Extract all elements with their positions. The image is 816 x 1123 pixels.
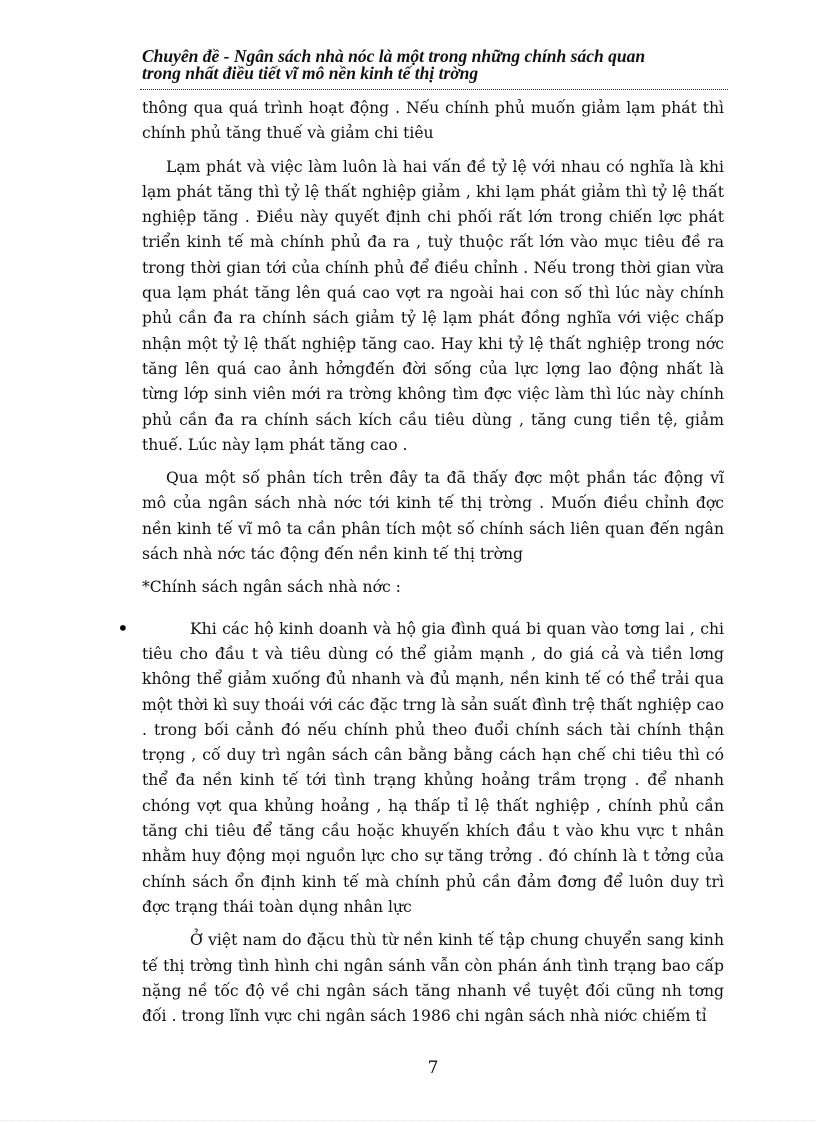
header-divider bbox=[140, 89, 728, 90]
paragraph-analysis-summary: Qua một số phân tích trên đây ta đã thấy đợc một phần tác động vĩ mô của ngân sách nhà nớc tới kinh tế thị trờng . Muốn điều chỉnh đợc nền kinh tế vĩ mô ta cần phân tích một số chính sách liên quan đến ngân sách nhà nớc tác động đến nền kinh tế thị trờng bbox=[142, 469, 724, 564]
bullet-icon: • bbox=[117, 616, 129, 640]
page-number: 7 bbox=[427, 1058, 439, 1078]
paragraph-vietnam-budget: Ở việt nam do đặcu thù từ nền kinh tế tập chung chuyển sang kinh tế thị trờng tình hình chi ngân sánh vẫn còn phán ánh tình trạng bao cấp nặng nề tốc độ về chi ngân sách tăng nhanh về tuyệt đối cũng nh tơng đối . trong lĩnh vực chi ngân sách 1986 chi ngân sách nhà niớc chiếm tỉ bbox=[142, 931, 724, 1026]
paragraph-inflation-employment: Lạm phát và việc làm luôn là hai vấn đề tỷ lệ với nhau có nghĩa là khi lạm phát tăng thì tỷ lệ thất nghiệp giảm , khi lạm phát giảm thì tỷ lệ thất nghiệp tăng . Điều này quyết định chi phối rất lớn trong chiến lợc phát triển kinh tế mà chính phủ đa ra , tuỳ thuộc rất lớn vào mục tiêu đề ra trong thời gian tới của chính phủ để điều chỉnh . Nếu trong thời gian vừa qua lạm phát tăng lên quá cao vợt ra ngoài hai con số thì lúc này chính phủ cần đa ra chính sách giảm tỷ lệ lạm phát đồng nghĩa với việc chấp nhận một tỷ lệ thất nghiệp tăng cao. Hay khi tỷ lệ thất nghiệp trong nớc tăng lên quá cao ảnh hởngđến đời sống của lực lợng lao động nhất là từng lớp sinh viên mới ra trờng không tìm đợc việc làm thì lúc này chính phủ cần đa ra chính sách kích cầu tiêu dùng , tăng cung tiền tệ, giảm thuế. Lúc này lạm phát tăng cao . bbox=[142, 157, 724, 454]
running-header bbox=[142, 48, 728, 82]
header-line-1: Chuyên đề - Ngân sách nhà nóc là một trong những chính sách quan bbox=[142, 46, 646, 66]
document-body bbox=[142, 96, 724, 1037]
section-heading-budget-policy: *Chính sách ngân sách nhà nớc : bbox=[142, 578, 401, 597]
paragraph-continuation: thông qua quá trình hoạt động . Nếu chính phủ muốn giảm lạm phát thì chính phủ tăng thuế và giảm chi tiêu bbox=[142, 99, 724, 143]
footer-divider bbox=[0, 1120, 816, 1121]
header-line-2: trong nhất điều tiết vĩ mô nền kinh tế thị trờng bbox=[142, 63, 479, 83]
paragraph-bullet-stabilization: Khi các hộ kinh doanh và hộ gia đình quá bi quan vào tơng lai , chi tiêu cho đầu t và tiêu dùng có thể giảm mạnh , do giá cả và tiền lơng không thể giảm xuống đủ nhanh và đủ mạnh, nền kinh tế có thể trải qua một thời kì suy thoái với các đặc trng là sản suất đình trệ thất nghiệp cao . trong bối cảnh đó nếu chính phủ theo đuổi chính sách tài chính thận trọng , cố duy trì ngân sách cân bằng bằng cách hạn chế chi tiêu thì có thể đa nền kinh tế tới tình trạng khủng hoảng trầm trọng . để nhanh chóng vợt qua khủng hoảng , hạ thấp tỉ lệ thất nghiệp , chính phủ cần tăng chi tiêu để tăng cầu hoặc khuyến khích đầu t vào khu vực t nhân nhằm huy động mọi nguồn lực cho sự tăng trởng . đó chính là t tởng của chính sách ổn định kinh tế mà chính phủ cần đảm đơng để luôn duy trì đợc trạng thái toàn dụng nhân lực bbox=[142, 619, 724, 916]
